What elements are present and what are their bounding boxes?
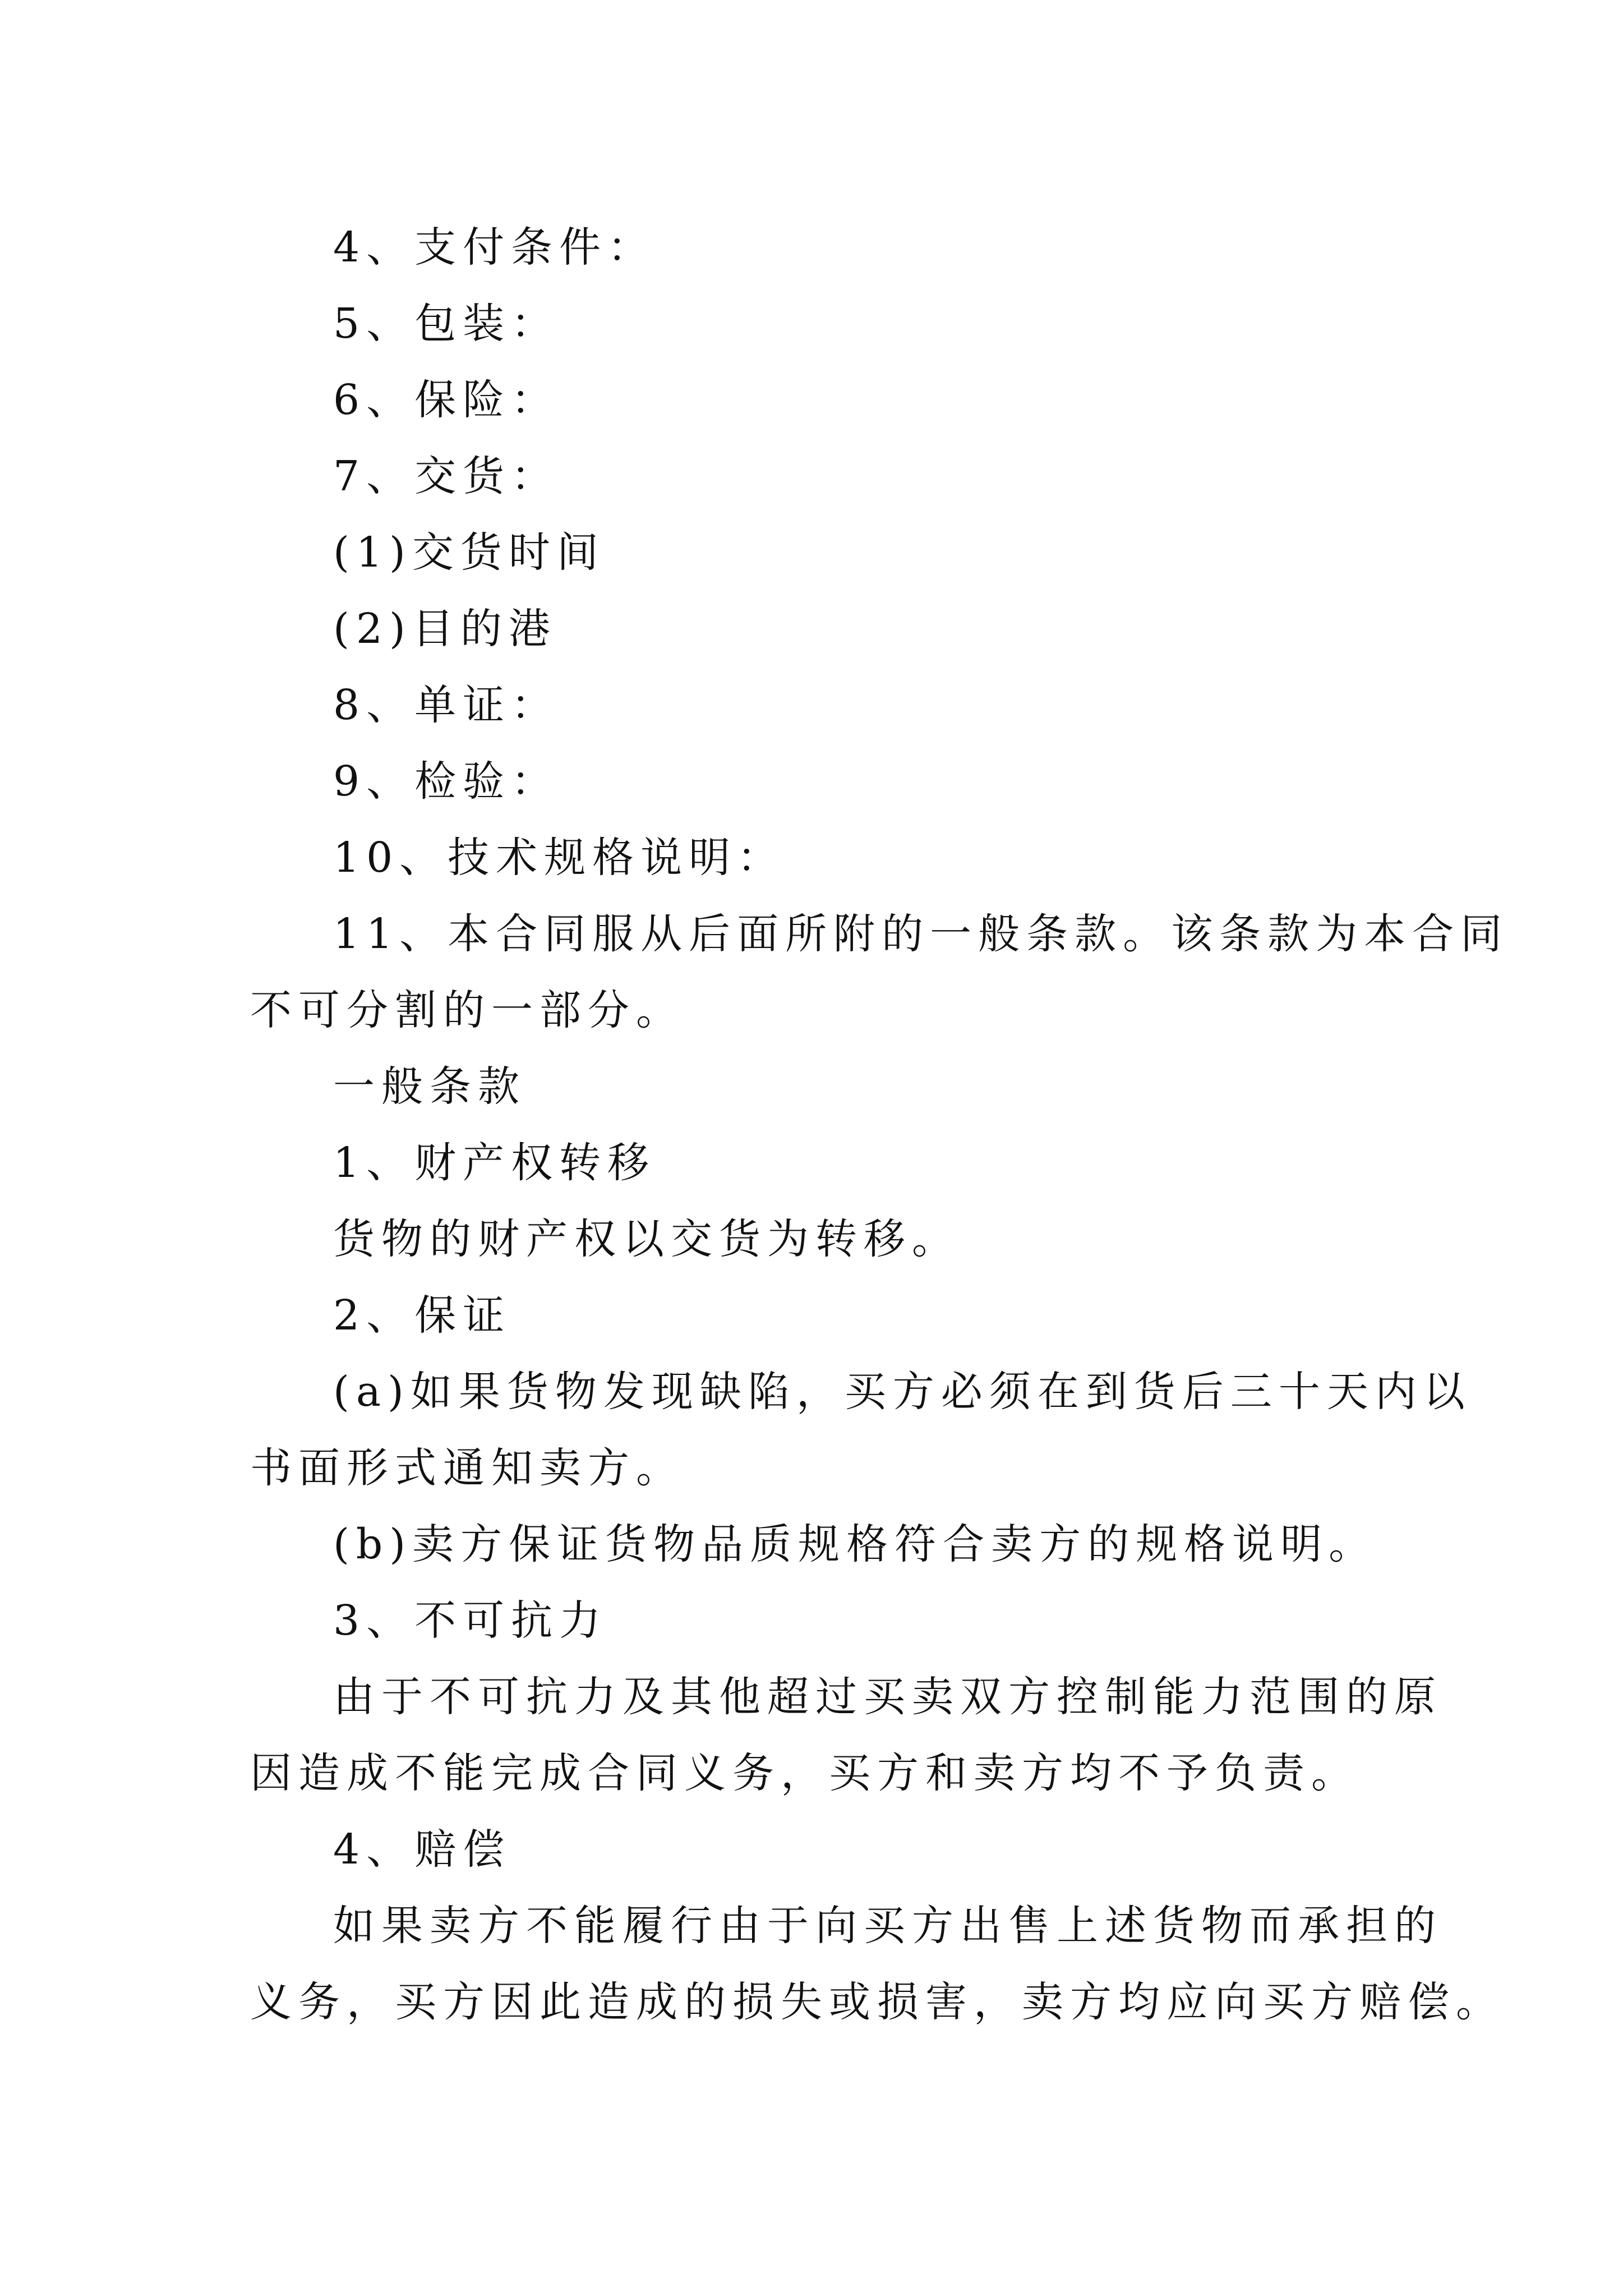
- paragraph-title-transfer: 货物的财产权以交货为转移。: [333, 1215, 960, 1263]
- paragraph-force-majeure: 由于不可抗力及其他超过买卖双方控制能力范围的原: [333, 1673, 1442, 1721]
- heading-warranty: 2、保证: [333, 1291, 511, 1340]
- clause-general-terms: 11、本合同服从后面所附的一般条款。该条款为本合同: [333, 910, 1509, 958]
- clause-packing: 5、包装：: [333, 300, 560, 348]
- section-heading-general-terms: 一般条款: [333, 1062, 526, 1111]
- paragraph-warranty-a: (a)如果货物发现缺陷，买方必须在到货后三十天内以: [333, 1368, 1472, 1416]
- paragraph-force-majeure-continued: 因造成不能完成合同义务，买方和卖方均不予负责。: [250, 1749, 1359, 1797]
- clause-payment-terms: 4、支付条件：: [333, 223, 656, 272]
- clause-technical-specs: 10、技术规格说明：: [333, 834, 786, 882]
- heading-title-transfer: 1、财产权转移: [333, 1139, 656, 1187]
- clause-insurance: 6、保险：: [333, 376, 560, 424]
- paragraph-compensation: 如果卖方不能履行由于向买方出售上述货物而承担的: [333, 1902, 1442, 1950]
- clause-delivery: 7、交货：: [333, 452, 560, 500]
- paragraph-compensation-continued: 义务，买方因此造成的损失或损害，卖方均应向买方赔偿。: [250, 1978, 1504, 2026]
- clause-documents: 8、单证：: [333, 681, 560, 729]
- clause-inspection: 9、检验：: [333, 757, 560, 806]
- subclause-delivery-time: (1)交货时间: [333, 528, 605, 577]
- heading-force-majeure: 3、不可抗力: [333, 1596, 608, 1645]
- paragraph-warranty-b: (b)卖方保证货物品质规格符合卖方的规格说明。: [333, 1520, 1377, 1568]
- subclause-destination-port: (2)目的港: [333, 605, 557, 653]
- clause-general-terms-continued: 不可分割的一部分。: [250, 986, 684, 1034]
- heading-compensation: 4、赔偿: [333, 1825, 511, 1874]
- paragraph-warranty-a-continued: 书面形式通知卖方。: [250, 1444, 684, 1492]
- document-body: [250, 209, 1509, 2040]
